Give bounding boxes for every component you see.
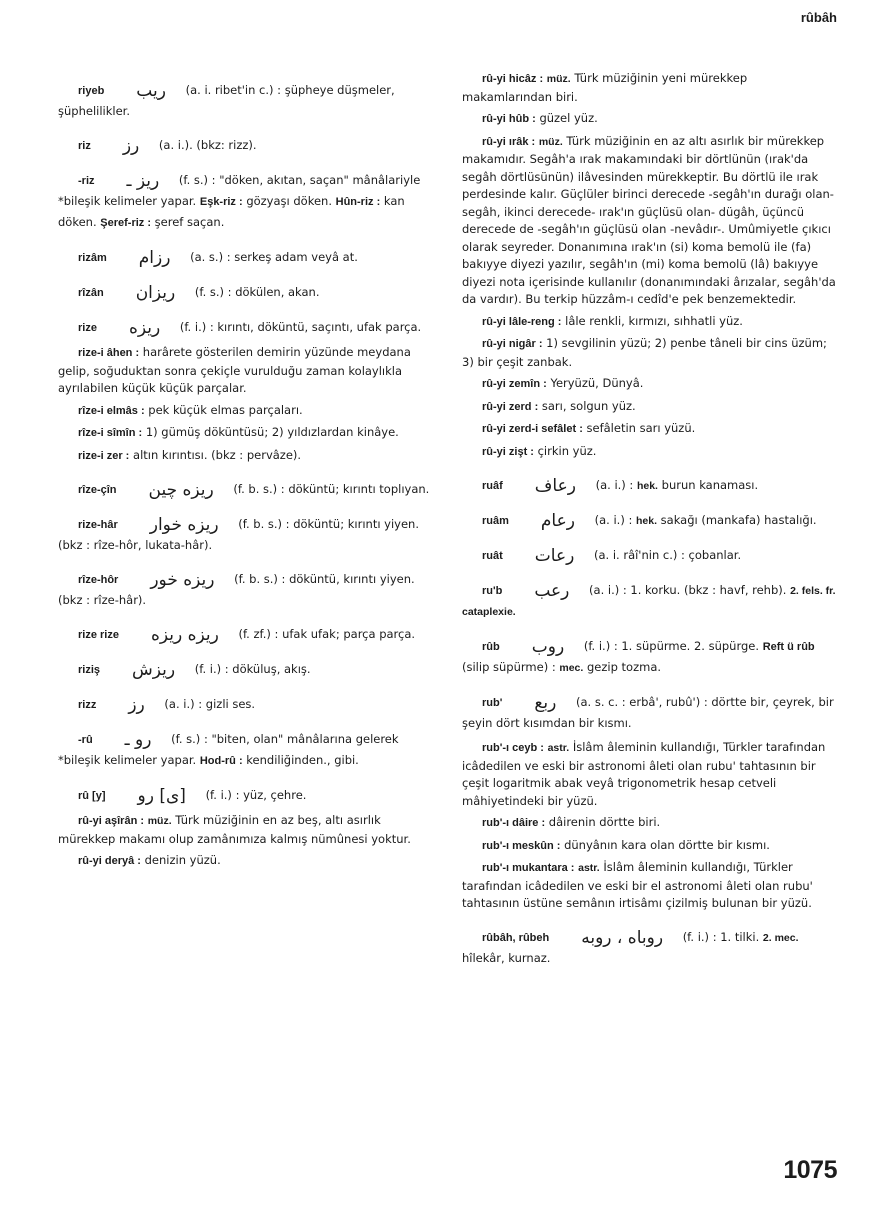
- running-head: rûbâh: [800, 10, 837, 25]
- entry-arabic-script: رو ـ: [124, 730, 152, 750]
- dictionary-entry: [58, 344, 434, 398]
- entry-field-label: müz.: [546, 73, 571, 85]
- entry-headword: rû-yi zemîn :: [482, 378, 547, 390]
- entry-arabic-script: رعب: [534, 581, 570, 601]
- entry-arabic-script: ريزه: [128, 318, 161, 338]
- entry-headword: ruât: [482, 550, 503, 562]
- dictionary-entry: [462, 110, 837, 129]
- entry-arabic-script: ريزه خور: [150, 570, 215, 590]
- entry-definition: (a. i.). (bkz: rizz).: [158, 138, 257, 152]
- dictionary-entry: [58, 447, 434, 466]
- entry-arabic-script: رز: [128, 695, 145, 715]
- dictionary-entry: [462, 814, 837, 833]
- entry-field-label: müz.: [147, 815, 172, 827]
- entry-definition: (f. i.) : kırıntı, döküntü, saçıntı, ufak parça.: [179, 320, 422, 334]
- entry-definition: pek küçük elmas parçaları.: [148, 402, 303, 417]
- entry-headword: rû-yi lâle-reng :: [482, 315, 562, 328]
- entry-definition: kan döken.: [58, 194, 405, 229]
- entry-definition: (f. i.) : döküluş, akış.: [194, 662, 311, 676]
- entry-field-label: müz.: [538, 135, 563, 148]
- entry-arabic-script: ريزه خوار: [149, 515, 219, 535]
- entry-definition: 1) sevgilinin yüzü; 2) penbe tâneli bir cins üzüm; 3) bir çeşit zanbak.: [462, 336, 827, 369]
- entry-definition: (f. b. s.) : döküntü; kırıntı yiyen. (bkz : rîze-hôr, lukata-hâr).: [58, 517, 420, 552]
- dictionary-entry: [58, 514, 434, 555]
- dictionary-entry: [462, 927, 837, 968]
- entry-definition: Türk müziğinin yeni mürekkep makamlarından biri.: [462, 71, 748, 104]
- entry-arabic-script: [ى] رو: [137, 786, 186, 806]
- entry-arabic-script: ريز ـ: [126, 171, 160, 191]
- entry-headword: rîze-hôr: [78, 574, 119, 586]
- entry-field-label: 2. mec.: [762, 931, 799, 944]
- entry-arabic-script: ربع: [534, 693, 557, 713]
- entry-headword: rû-yi zerd-i sefâlet :: [482, 423, 583, 435]
- entry-arabic-script: ريزان: [135, 283, 176, 303]
- dictionary-entry: [58, 659, 434, 680]
- left-column: [58, 66, 434, 871]
- entry-headword: rizz: [78, 699, 97, 711]
- entry-definition: Türk müziğinin en az beş, altı asırlık mürekkep makamı olup zamânımıza kalmış nümûnesi yoktur.: [58, 813, 411, 846]
- entry-headword: riziş: [78, 664, 101, 676]
- entry-compound-headword: Reft ü rûb: [762, 641, 815, 653]
- entry-definition: İslâm âleminin kullandığı, Türkler tarafından icâdedilen ve eski bir el astronomi âleti olan rubu' tahtasının üstüne semânın irtisâmı çizilmiş bulunan bir yüzü.: [462, 860, 813, 910]
- entry-definition: İslâm âleminin kullandığı, Türkler tarafından icâdedilen ve eski bir astronomi âleti olan rubu' tahtasının bir çeşit logaritmik abak veyâ trigonometrik hesap cetveli mâhiyetindeki bir yüzü.: [462, 740, 826, 808]
- entry-definition: (a. i.) :: [595, 478, 634, 492]
- entry-headword: rû [y]: [78, 790, 106, 802]
- entry-definition: kendiliğinden., gibi.: [246, 753, 359, 767]
- entry-field-label: astr.: [547, 742, 570, 754]
- entry-headword: rizâm: [78, 252, 107, 264]
- entry-headword: rû-yi nigâr :: [482, 338, 543, 350]
- entry-headword: rû-yi ırâk :: [482, 135, 536, 148]
- dictionary-entry: [462, 375, 837, 394]
- entry-definition: (a. s. c. : erbâ', rubû') : dörtte bir, çeyrek, bir şeyin dört kısımdan bir kısmı.: [462, 695, 834, 730]
- page-number: 1075: [783, 1156, 837, 1184]
- entry-compound-headword: Hûn-riz :: [335, 196, 381, 208]
- dictionary-entry: [58, 317, 434, 338]
- entry-arabic-script: ريزه چين: [148, 480, 214, 500]
- entry-field-label: hek.: [636, 515, 658, 527]
- dictionary-entry: [462, 443, 837, 462]
- dictionary-entry: [58, 694, 434, 715]
- entry-headword: rû-yi zişt :: [482, 445, 534, 458]
- dictionary-entry: [58, 282, 434, 303]
- entry-headword: rûbâh, rûbeh: [482, 931, 550, 944]
- dictionary-entry: [58, 729, 434, 771]
- dictionary-entry: [462, 739, 837, 810]
- dictionary-entry: [58, 247, 434, 268]
- entry-definition: (f. s.) : "biten, olan" mânâlarına gelerek *bileşik kelimeler yapar.: [58, 732, 399, 767]
- entry-definition: Yeryüzü, Dünyâ.: [550, 376, 644, 390]
- entry-headword: -riz: [78, 175, 95, 187]
- dictionary-entry: [58, 785, 434, 806]
- dictionary-entry: [462, 636, 837, 678]
- dictionary-entry: [58, 852, 434, 871]
- entry-compound-headword: Şeref-riz :: [100, 217, 152, 229]
- dictionary-entry: [462, 475, 837, 496]
- entry-definition: (a. i.) : gizli ses.: [164, 697, 256, 711]
- entry-definition: dâirenin dörtte biri.: [548, 815, 661, 829]
- entry-definition: çirkin yüz.: [537, 443, 597, 458]
- entry-definition: (f. s.) : dökülen, akan.: [194, 285, 320, 299]
- entry-definition: (a. i. râî'nin c.) : çobanlar.: [593, 548, 742, 562]
- dictionary-entry: [462, 692, 837, 733]
- entry-headword: rub': [482, 697, 503, 709]
- dictionary-entry: [58, 479, 434, 500]
- entry-definition: (a. i.) : 1. korku. (bkz : havf, rehb).: [589, 583, 787, 597]
- dictionary-entry: [58, 812, 434, 848]
- entry-definition: (f. i.) : 1. süpürme. 2. süpürge.: [583, 639, 760, 653]
- entry-definition: (f. s.) : "döken, akıtan, saçan" mânâlariyle *bileşik kelimeler yapar.: [58, 173, 421, 208]
- entry-headword: rîze-çîn: [78, 484, 117, 496]
- entry-headword: rû-yi hicâz :: [482, 73, 544, 85]
- dictionary-entry: [462, 420, 837, 439]
- entry-headword: rû-yi hûb :: [482, 113, 536, 125]
- entry-field-label: mec.: [559, 662, 584, 674]
- dictionary-entry: [462, 313, 837, 332]
- entry-definition: sarı, solgun yüz.: [541, 398, 636, 413]
- entry-headword: rû-yi deryâ :: [78, 855, 141, 867]
- entry-definition: (f. zf.) : ufak ufak; parça parça.: [238, 627, 416, 641]
- entry-headword: rîze-i sîmîn :: [78, 427, 143, 439]
- entry-definition: burun kanaması.: [661, 478, 759, 492]
- dictionary-entry: [58, 170, 434, 233]
- entry-headword: ru'b: [482, 585, 503, 597]
- entry-headword: rize rize: [78, 629, 119, 641]
- entry-compound-headword: Eşk-riz :: [199, 196, 243, 208]
- entry-definition: (silip süpürme) :: [462, 660, 556, 674]
- entry-headword: ruâf: [482, 480, 503, 492]
- entry-definition: sefâletin sarı yüzü.: [586, 421, 696, 435]
- entry-definition: harârete gösterilen demirin yüzünde meydana gelip, soğuduktan sonra çekiçle vurulduğu zaman kolaylıkla ayrılabilen küçük küçük parçalar.: [58, 345, 411, 395]
- dictionary-entry: [462, 398, 837, 417]
- dictionary-entry: [58, 135, 434, 156]
- entry-arabic-script: ريزه ريزه: [150, 625, 219, 645]
- entry-headword: rize-i âhen :: [78, 347, 140, 359]
- entry-headword: ruâm: [482, 515, 509, 527]
- dictionary-entry: [462, 510, 837, 531]
- entry-headword: rub'-ı ceyb :: [482, 742, 544, 754]
- entry-arabic-script: روباه ، روبه: [581, 927, 664, 948]
- dictionary-entry: [462, 335, 837, 371]
- dictionary-entry: [58, 80, 434, 121]
- entry-definition: altın kırıntısı. (bkz : pervâze).: [133, 447, 302, 462]
- entry-definition: güzel yüz.: [539, 111, 598, 125]
- entry-headword: riyeb: [78, 85, 105, 97]
- entry-headword: rize-i zer :: [78, 449, 130, 462]
- entry-definition: (f. i.) : 1. tilki.: [682, 929, 760, 944]
- entry-definition: denizin yüzü.: [144, 853, 221, 867]
- entry-definition: şeref saçan.: [154, 215, 225, 229]
- dictionary-entry: [462, 837, 837, 856]
- entry-arabic-script: رعام: [540, 511, 575, 531]
- entry-headword: rub'-ı dâire :: [482, 817, 546, 829]
- dictionary-entry: [462, 580, 837, 622]
- dictionary-entry: [462, 133, 837, 309]
- entry-headword: rub'-ı meskûn :: [482, 839, 561, 852]
- entry-definition: (a. i.) :: [594, 513, 633, 527]
- dictionary-entry: [462, 859, 837, 913]
- entry-field-label: hek.: [636, 480, 658, 492]
- dictionary-entry: [58, 402, 434, 421]
- entry-arabic-script: ريب: [136, 81, 166, 101]
- entry-arabic-script: رعات: [534, 546, 575, 566]
- entry-definition: (f. b. s.) : döküntü; kırıntı toplıyan.: [233, 482, 430, 496]
- entry-definition: hîlekâr, kurnaz.: [462, 950, 551, 965]
- entry-arabic-script: رز: [122, 136, 140, 156]
- entry-field-label: 2. fels. fr. cataplexie.: [462, 585, 836, 618]
- entry-arabic-script: رزام: [138, 248, 171, 268]
- entry-definition: lâle renkli, kırmızı, sıhhatli yüz.: [565, 313, 743, 328]
- entry-definition: Türk müziğinin en az altı asırlık bir mürekkep makamıdır. Segâh'a ırak makamındaki bir dörtlünün (ırak'da segâh dörtlüsünün) ilâvesinden mürekkeptir. Bu dörtlü ile ırak perdesinde kalır. Güçlüler birinci derecede -segâh'ın durağı olan- segâh, ikinci derecede- ırak'ın güçlüsü olan- dügâh, üçüncü derecede de -segâh'ın güçlüsü olan -nevâdır-. Umûmiyetle çıkıcı olarak seyreder. Donanımına ırak'ın (si) koma bemolü ile (fa) bakıyye diyezi yazılır, segâh'ın (mi) koma bemolü (lâ) bakıyye diyezi nota içerisinde kullanılır (donanımındaki ârızalar, segâh'da da vardır). Bu terkip hüzzâm-ı cedîd'e pek benzemektedir.: [462, 133, 836, 306]
- entry-arabic-script: رعاف: [534, 476, 576, 496]
- dictionary-entry: [58, 569, 434, 610]
- entry-headword: -rû: [78, 734, 93, 746]
- dictionary-entry: [58, 424, 434, 443]
- entry-headword: rub'-ı mukantara :: [482, 862, 575, 874]
- entry-definition: gözyaşı döken.: [246, 194, 332, 208]
- entry-headword: rû-yi zerd :: [482, 400, 539, 413]
- dictionary-entry: [462, 70, 837, 106]
- entry-headword: rize-hâr: [78, 519, 118, 531]
- entry-definition: dünyânın kara olan dörtte bir kısmı.: [564, 837, 770, 852]
- entry-headword: rîze-i elmâs :: [78, 404, 145, 417]
- entry-compound-headword: Hod-rû :: [199, 755, 243, 767]
- entry-definition: (a. s.) : serkeş adam veyâ at.: [190, 250, 358, 264]
- entry-arabic-script: روب: [531, 637, 565, 657]
- entry-headword: rize: [78, 322, 97, 334]
- entry-definition: 1) gümüş döküntüsü; 2) yıldızlardan kinâye.: [145, 425, 399, 439]
- entry-definition: gezip tozma.: [586, 660, 662, 674]
- entry-arabic-script: ريزش: [132, 660, 176, 680]
- entry-headword: rîzân: [78, 287, 104, 299]
- entry-definition: sakağı (mankafa) hastalığı.: [660, 513, 817, 527]
- entry-headword: rûb: [482, 641, 500, 653]
- entry-definition: (a. i. ribet'in c.) : şüpheye düşmeler, şüphelilikler.: [58, 83, 395, 118]
- entry-headword: riz: [78, 140, 91, 152]
- entry-definition: (f. i.) : yüz, çehre.: [205, 788, 307, 802]
- dictionary-entry: [462, 545, 837, 566]
- dictionary-entry: [58, 624, 434, 645]
- right-column: [462, 66, 837, 974]
- entry-definition: (f. b. s.) : döküntü, kırıntı yiyen. (bkz : rîze-hâr).: [58, 572, 415, 607]
- entry-field-label: astr.: [578, 862, 600, 874]
- entry-headword: rû-yi aşîrân :: [78, 815, 145, 827]
